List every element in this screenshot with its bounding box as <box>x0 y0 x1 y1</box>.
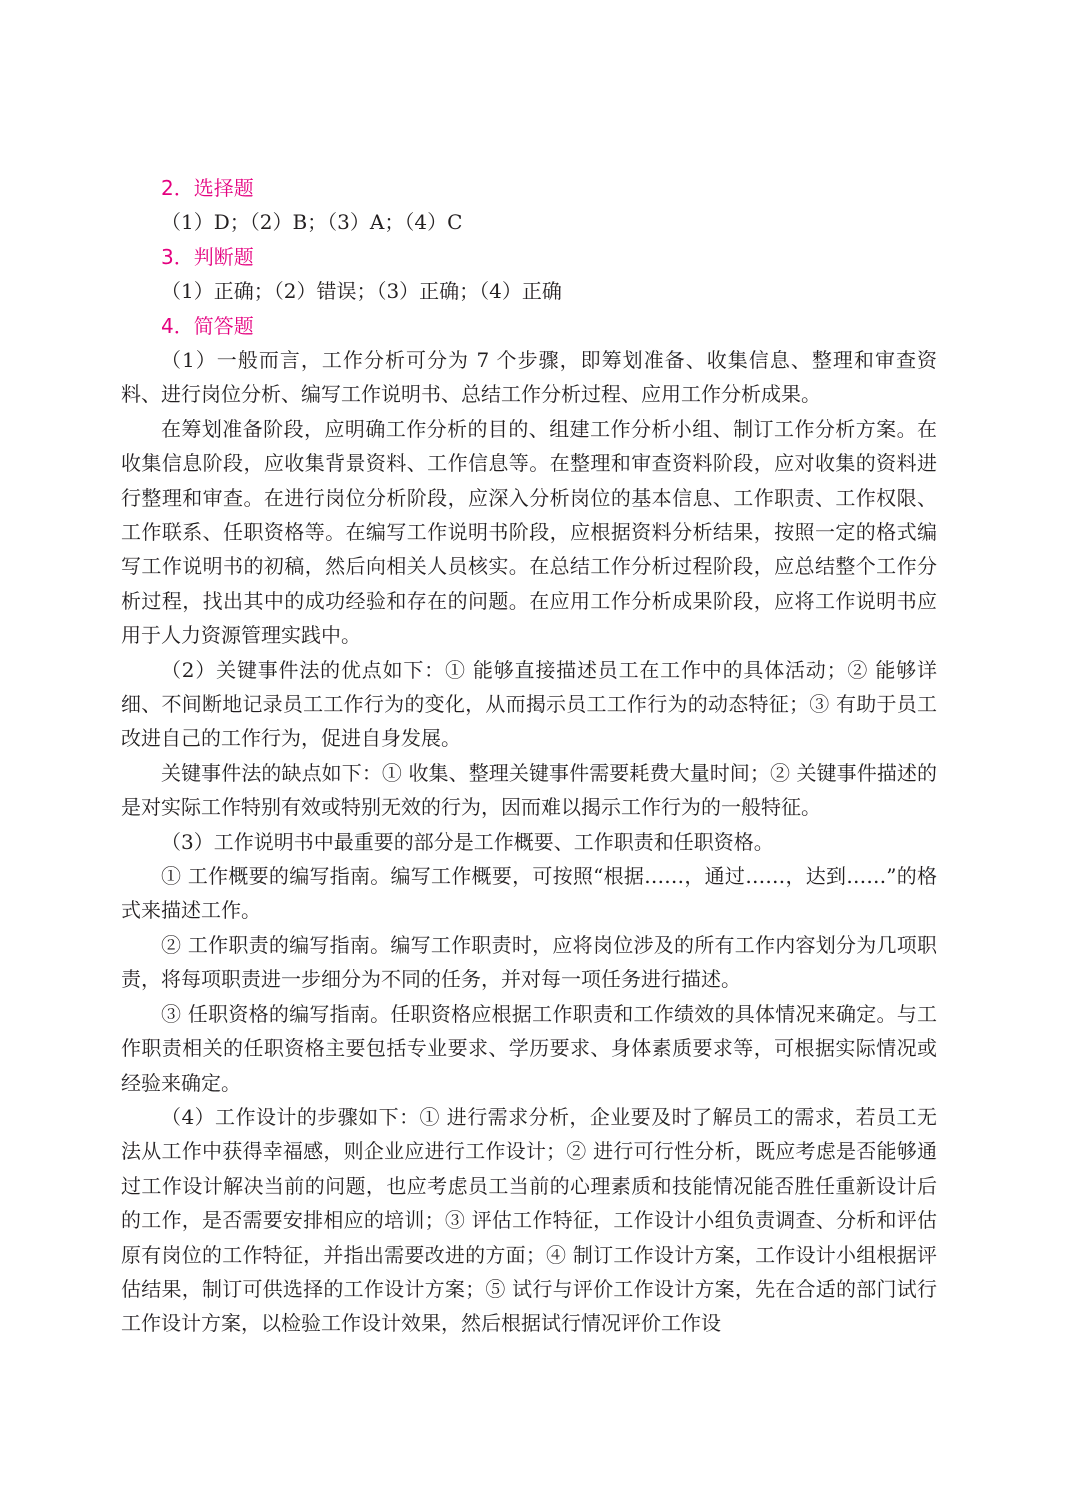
answer-3-qualifications-guide: ③ 任职资格的编写指南。任职资格应根据工作职责和工作绩效的具体情况来确定。与工作职责相关的任职资格主要包括专业要求、学历要求、身体素质要求等，可根据实际情况或经验来确定。 <box>121 1001 937 1095</box>
section-heading-short-answer: 4．简答题 <box>161 313 254 338</box>
answer-2-disadvantages-paragraph: 关键事件法的缺点如下：① 收集、整理关键事件需要耗费大量时间；② 关键事件描述的是对实际工作特别有效或特别无效的行为，因而难以揭示工作行为的一般特征。 <box>121 760 937 820</box>
answer-3-paragraph: （3）工作说明书中最重要的部分是工作概要、工作职责和任职资格。 <box>161 829 774 854</box>
answer-2-advantages-paragraph: （2）关键事件法的优点如下：① 能够直接描述员工在工作中的具体活动；② 能够详细、不间断地记录员工工作行为的变化，从而揭示员工工作行为的动态特征；③ 有助于员工改进自己的工作行为，促进自身发展。 <box>121 657 937 751</box>
answer-3-summary-guide: ① 工作概要的编写指南。编写工作概要，可按照“根据……，通过……，达到……”的格式来描述工作。 <box>121 864 937 923</box>
judgment-answers: （1）正确；（2）错误；（3）正确；（4）正确 <box>161 279 562 304</box>
answer-4-paragraph: （4）工作设计的步骤如下：① 进行需求分析，企业要及时了解员工的需求，若员工无法从工作中获得幸福感，则企业应进行工作设计；② 进行可行性分析，既应考虑是否能够通过工作设计解决当前的问题，也应考虑员工当前的心理素质和技能情况能否胜任重新设计后的工作，是否需要安排相应的培训；③ 评估工作特征，工作设计小组负责调查、分析和评估原有岗位的工作特征，并指出需要改进的方面；④ 制订工作设计方案，工作设计小组根据评估结果，制订可供选择的工作设计方案；⑤ 试行与评价工作设计方案，先在合适的部门试行工作设计方案，以检验工作设计效果，然后根据试行情况评价工作设 <box>121 1104 937 1336</box>
page-content <box>121 171 937 1341</box>
answer-1-paragraph: （1）一般而言，工作分析可分为 7 个步骤，即筹划准备、收集信息、整理和审查资料、进行岗位分析、编写工作说明书、总结工作分析过程、应用工作分析成果。 <box>121 347 937 407</box>
answer-3-duties-guide: ② 工作职责的编写指南。编写工作职责时，应将岗位涉及的所有工作内容划分为几项职责，将每项职责进一步细分为不同的任务，并对每一项任务进行描述。 <box>121 932 937 992</box>
choice-answers: （1）D；（2）B；（3）A；（4）C <box>161 210 463 235</box>
section-heading-choice: 2．选择题 <box>161 176 254 200</box>
answer-1-detail-paragraph: 在筹划准备阶段，应明确工作分析的目的、组建工作分析小组、制订工作分析方案。在收集信息阶段，应收集背景资料、工作信息等。在整理和审查资料阶段，应对收集的资料进行整理和审查。在进行岗位分析阶段，应深入分析岗位的基本信息、工作职责、工作权限、工作联系、任职资格等。在编写工作说明书阶段，应根据资料分析结果，按照一定的格式编写工作说明书的初稿，然后向相关人员核实。在总结工作分析过程阶段，应总结整个工作分析过程，找出其中的成功经验和存在的问题。在应用工作分析成果阶段，应将工作说明书应用于人力资源管理实践中。 <box>121 416 937 648</box>
section-heading-judgment: 3．判断题 <box>161 244 254 269</box>
